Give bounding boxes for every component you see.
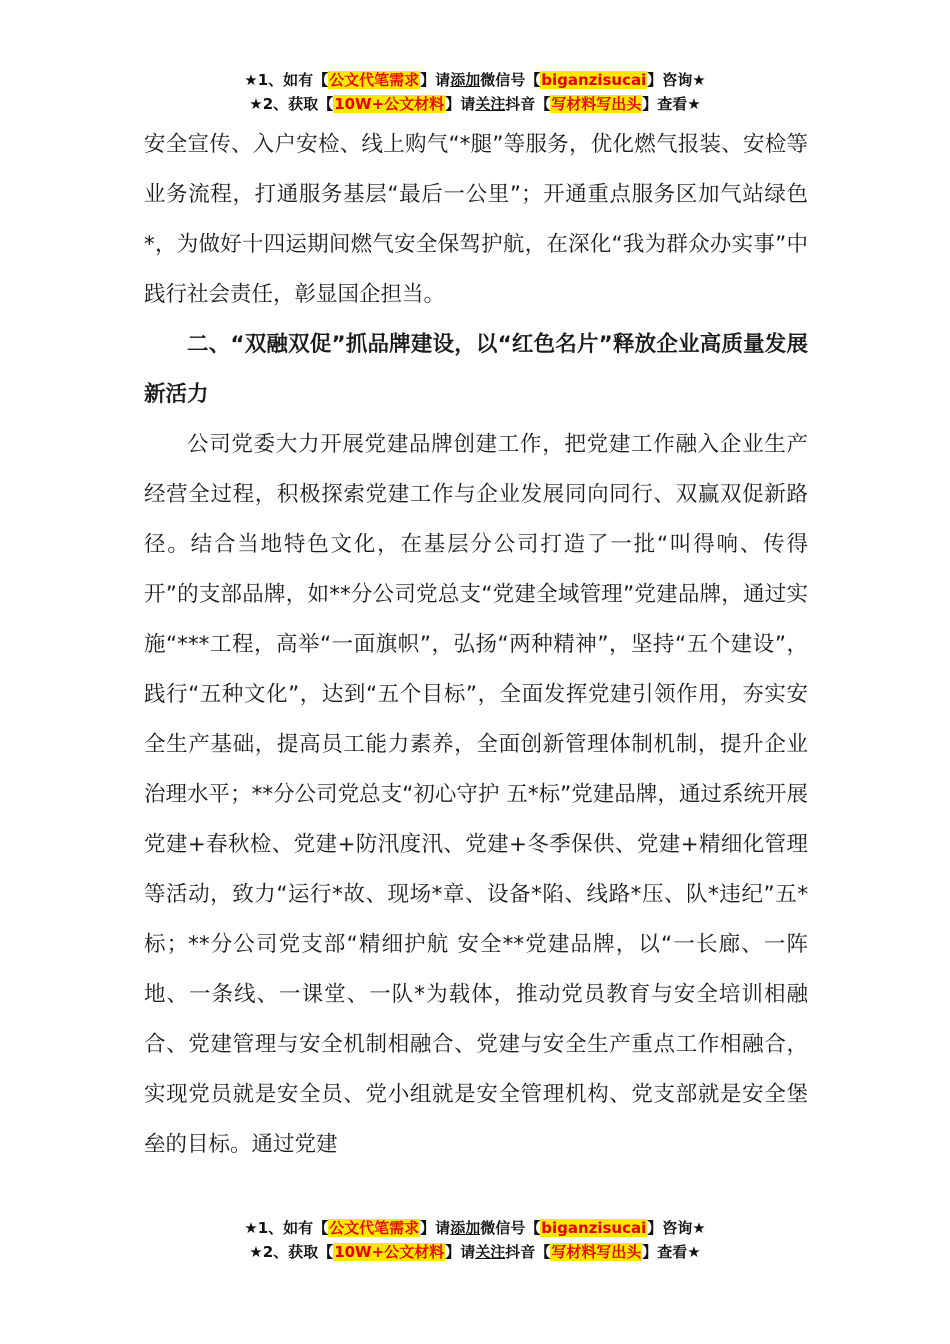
promo-text: ★2、获取【 [249, 1243, 334, 1261]
promo-text: 抖音【 [505, 95, 551, 113]
promo-text: 微信号【 [480, 1219, 541, 1237]
footer-promo-banner [0, 1216, 950, 1264]
promo-text: 】请 [445, 95, 476, 113]
promo-douyin-id: 写材料写出头 [551, 95, 642, 113]
promo-douyin-id: 写材料写出头 [551, 1243, 642, 1261]
promo-text: 】查看★ [642, 1243, 701, 1261]
promo-emphasis: 关注 [475, 95, 506, 113]
promo-highlight: 公文代笔需求 [329, 1219, 420, 1237]
promo-emphasis: 关注 [475, 1243, 506, 1261]
promo-text: 】请 [420, 71, 451, 89]
promo-line-1 [0, 68, 950, 92]
promo-text: 】请 [420, 1219, 451, 1237]
promo-text: ★1、如有【 [244, 71, 329, 89]
promo-text: ★2、获取【 [249, 95, 334, 113]
header-promo-banner [0, 68, 950, 116]
promo-line-2 [0, 1240, 950, 1264]
promo-text: ★1、如有【 [244, 1219, 329, 1237]
promo-emphasis: 添加 [450, 1219, 481, 1237]
promo-line-1 [0, 1216, 950, 1240]
body-paragraph-2: 公司党委大力开展党建品牌创建工作，把党建工作融入企业生产经营全过程，积极探索党建工作与企业发展同向同行、双赢双促新路径。结合当地特色文化，在基层分公司打造了一批“叫得响、传得开”的支部品牌，如**分公司党总支“党建全域管理”党建品牌，通过实施“***工程，高举“一面旗帜”，弘扬“两种精神”，坚持“五个建设”，践行“五种文化”，达到“五个目标”，全面发挥党建引领作用，夯实安全生产基础，提高员工能力素养，全面创新管理体制机制，提升企业治理水平；**分公司党总支“初心守护 五*标”党建品牌，通过系统开展党建+春秋检、党建+防汛度汛、党建+冬季保供、党建+精细化管理等活动，致力“运行*故、现场*章、设备*陷、线路*压、队*违纪”五*标；**分公司党支部“精细护航 安全**党建品牌，以“一长廊、一阵地、一条线、一课堂、一队*为载体，推动党员教育与安全培训相融合、党建管理与安全机制相融合、党建与安全生产重点工作相融合，实现党员就是安全员、党小组就是安全管理机构、党支部就是安全堡垒的目标。通过党建 [144, 432, 808, 1157]
promo-text: 】查看★ [642, 95, 701, 113]
promo-text: 】咨询★ [647, 71, 706, 89]
promo-highlight: 10W+公文材料 [334, 95, 445, 113]
promo-line-2 [0, 92, 950, 116]
promo-text: 】请 [445, 1243, 476, 1261]
body-paragraph-1: 安全宣传、入户安检、线上购气“*腿”等服务，优化燃气报装、安检等业务流程，打通服务基层“最后一公里”；开通重点服务区加气站绿色*，为做好十四运期间燃气安全保驾护航，在深化“我为群众办实事”中践行社会责任，彰显国企担当。 [144, 132, 808, 307]
promo-highlight: 10W+公文材料 [334, 1243, 445, 1261]
promo-emphasis: 添加 [450, 71, 481, 89]
promo-text: 微信号【 [480, 71, 541, 89]
promo-text: 抖音【 [505, 1243, 551, 1261]
promo-wechat-id: biganzisucai [541, 1219, 647, 1237]
section-heading-2: 二、“双融双促”抓品牌建设，以“红色名片”释放企业高质量发展新活力 [144, 332, 808, 407]
promo-text: 】咨询★ [647, 1219, 706, 1237]
promo-wechat-id: biganzisucai [541, 71, 647, 89]
document-body [144, 120, 808, 1170]
promo-highlight: 公文代笔需求 [329, 71, 420, 89]
